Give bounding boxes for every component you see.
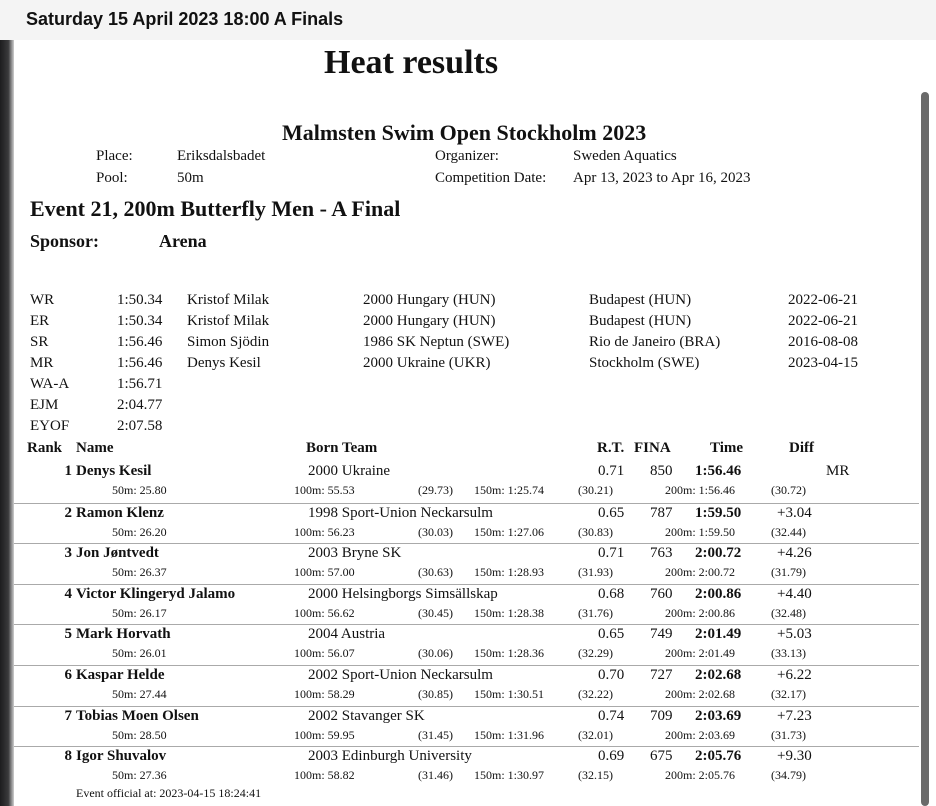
- result-name: Igor Shuvalov: [76, 748, 167, 765]
- lap-100m: (29.73): [418, 483, 453, 497]
- lap-200m: (33.13): [771, 646, 806, 661]
- result-row: [14, 462, 919, 503]
- result-row: [14, 543, 919, 585]
- record-code: SR: [30, 334, 49, 350]
- lap-200m: (31.73): [771, 727, 806, 742]
- split-100m: 100m: 58.82: [294, 768, 355, 783]
- place-value: Eriksdalsbadet: [177, 148, 266, 164]
- result-born-team: 2002 Stavanger SK: [308, 707, 425, 724]
- result-rank: 1: [64, 463, 72, 479]
- result-reaction-time: 0.74: [598, 707, 625, 724]
- record-holder: Denys Kesil: [187, 355, 261, 371]
- record-holder: Kristof Milak: [187, 292, 270, 308]
- result-rank: 3: [64, 545, 72, 562]
- result-reaction-time: 0.68: [598, 585, 625, 602]
- result-time: 2:00.72: [695, 545, 742, 562]
- header-diff: Diff: [789, 440, 814, 456]
- result-name: Jon Jøntvedt: [76, 545, 159, 562]
- split-200m: 200m: 1:59.50: [665, 524, 736, 539]
- result-time: 2:02.68: [695, 667, 742, 683]
- lap-100m: (30.06): [418, 646, 453, 661]
- lap-150m: (30.83): [578, 524, 613, 539]
- result-born-team: 2002 Sport-Union Neckarsulm: [308, 667, 493, 683]
- record-team: 1986 SK Neptun (SWE): [363, 334, 510, 350]
- organizer-label: Organizer:: [435, 148, 499, 164]
- pool-label: Pool:: [96, 170, 128, 186]
- record-team: 2000 Hungary (HUN): [363, 292, 496, 308]
- record-date: 2022-06-21: [788, 292, 858, 308]
- split-150m: 150m: 1:30.51: [474, 687, 545, 701]
- lap-100m: (30.63): [418, 565, 453, 580]
- split-50m: 50m: 27.44: [112, 687, 167, 701]
- header-time: Time: [710, 440, 744, 456]
- split-150m: 150m: 1:25.74: [474, 483, 545, 497]
- header-rank: Rank: [27, 440, 63, 456]
- result-diff: +6.22: [777, 667, 812, 683]
- result-row: [14, 746, 919, 788]
- result-row: [14, 624, 919, 666]
- record-time: 2:07.58: [117, 418, 163, 434]
- result-diff: +7.23: [777, 707, 812, 724]
- record-time: 1:56.71: [117, 376, 163, 392]
- split-50m: 50m: 26.17: [112, 605, 167, 620]
- record-time: 1:56.46: [117, 355, 163, 371]
- split-100m: 100m: 57.00: [294, 565, 355, 580]
- result-row: [14, 584, 919, 626]
- lap-150m: (31.76): [578, 605, 613, 620]
- competition-title: Malmsten Swim Open Stockholm 2023: [282, 120, 647, 145]
- record-code: ER: [30, 313, 50, 329]
- record-holder: Kristof Milak: [187, 313, 270, 329]
- event-official-time: Event official at: 2023-04-15 18:24:41: [76, 786, 262, 800]
- result-reaction-time: 0.69: [598, 748, 625, 765]
- result-name: Ramon Klenz: [76, 504, 164, 521]
- result-time: 2:05.76: [695, 748, 742, 765]
- result-fina-points: 675: [650, 748, 673, 765]
- record-date: 2022-06-21: [788, 313, 858, 329]
- sponsor-value: Arena: [159, 231, 207, 251]
- result-fina-points: 749: [650, 626, 673, 643]
- split-50m: 50m: 26.20: [112, 524, 167, 539]
- vertical-scrollbar[interactable]: [921, 92, 929, 806]
- split-150m: 150m: 1:30.97: [474, 768, 545, 783]
- header-fina: FINA: [634, 440, 671, 456]
- split-200m: 200m: 2:01.49: [665, 646, 736, 661]
- record-time: 1:50.34: [117, 313, 163, 329]
- split-150m: 150m: 1:27.06: [474, 524, 545, 539]
- header-name: Name: [76, 440, 114, 456]
- lap-100m: (31.45): [418, 727, 453, 742]
- lap-150m: (32.29): [578, 646, 613, 661]
- result-record: MR: [826, 463, 850, 479]
- event-title: Event 21, 200m Butterfly Men - A Final: [30, 196, 401, 221]
- split-150m: 150m: 1:28.38: [474, 605, 545, 620]
- result-reaction-time: 0.65: [598, 504, 625, 521]
- record-team: 2000 Hungary (HUN): [363, 313, 496, 329]
- split-200m: 200m: 2:00.86: [665, 605, 736, 620]
- split-100m: 100m: 59.95: [294, 727, 355, 742]
- result-time: 2:03.69: [695, 707, 742, 724]
- result-rank: 8: [64, 748, 72, 765]
- lap-100m: (30.85): [418, 687, 453, 701]
- split-100m: 100m: 55.53: [294, 483, 355, 497]
- result-born-team: 2003 Bryne SK: [308, 545, 402, 562]
- result-time: 1:59.50: [695, 504, 742, 521]
- result-rank: 2: [64, 504, 72, 521]
- sponsor-label: Sponsor:: [30, 231, 100, 251]
- result-rank: 4: [64, 585, 72, 602]
- result-name: Mark Horvath: [76, 626, 171, 643]
- result-born-team: 2000 Ukraine: [308, 463, 391, 479]
- split-100m: 100m: 56.07: [294, 646, 355, 661]
- pool-value: 50m: [177, 170, 204, 186]
- record-code: WR: [30, 292, 55, 308]
- record-date: 2016-08-08: [788, 334, 858, 350]
- session-title: Saturday 15 April 2023 18:00 A Finals: [26, 9, 344, 29]
- split-200m: 200m: 2:00.72: [665, 565, 736, 580]
- lap-100m: (31.46): [418, 768, 453, 783]
- lap-200m: (30.72): [771, 483, 806, 497]
- split-200m: 200m: 2:02.68: [665, 687, 736, 701]
- lap-200m: (32.17): [771, 687, 806, 701]
- split-100m: 100m: 58.29: [294, 687, 355, 701]
- result-rank: 7: [64, 707, 72, 724]
- result-fina-points: 763: [650, 545, 673, 562]
- result-name: Tobias Moen Olsen: [76, 707, 199, 724]
- result-fina-points: 760: [650, 585, 673, 602]
- record-time: 2:04.77: [117, 397, 163, 413]
- result-reaction-time: 0.65: [598, 626, 625, 643]
- result-reaction-time: 0.71: [598, 463, 625, 479]
- split-100m: 100m: 56.23: [294, 524, 355, 539]
- split-200m: 200m: 2:03.69: [665, 727, 736, 742]
- result-fina-points: 709: [650, 707, 673, 724]
- result-row: [14, 706, 919, 748]
- record-place: Budapest (HUN): [589, 313, 692, 329]
- record-place: Rio de Janeiro (BRA): [589, 334, 721, 350]
- lap-150m: (30.21): [578, 483, 613, 497]
- record-code: EJM: [30, 397, 59, 413]
- record-date: 2023-04-15: [788, 355, 858, 371]
- split-50m: 50m: 26.01: [112, 646, 167, 661]
- record-time: 1:50.34: [117, 292, 163, 308]
- result-born-team: 2003 Edinburgh University: [308, 748, 472, 765]
- split-150m: 150m: 1:28.36: [474, 646, 545, 661]
- split-50m: 50m: 25.80: [112, 483, 167, 497]
- result-name: Victor Klingeryd Jalamo: [76, 585, 236, 602]
- lap-200m: (32.48): [771, 605, 806, 620]
- result-time: 2:00.86: [695, 585, 742, 602]
- split-150m: 150m: 1:31.96: [474, 727, 545, 742]
- split-50m: 50m: 27.36: [112, 768, 167, 783]
- lap-200m: (32.44): [771, 524, 806, 539]
- result-fina-points: 787: [650, 504, 673, 521]
- record-code: WA-A: [30, 376, 70, 392]
- split-200m: 200m: 1:56.46: [665, 483, 736, 497]
- lap-150m: (31.93): [578, 565, 613, 580]
- result-row: [14, 503, 919, 545]
- result-rank: 5: [64, 626, 72, 643]
- split-100m: 100m: 56.62: [294, 605, 355, 620]
- record-team: 2000 Ukraine (UKR): [363, 355, 491, 371]
- lap-150m: (32.01): [578, 727, 613, 742]
- result-time: 2:01.49: [695, 626, 742, 643]
- organizer-value: Sweden Aquatics: [573, 148, 677, 164]
- result-name: Denys Kesil: [76, 463, 152, 479]
- result-time: 1:56.46: [695, 463, 742, 479]
- split-50m: 50m: 28.50: [112, 727, 167, 742]
- lap-200m: (31.79): [771, 565, 806, 580]
- result-born-team: 1998 Sport-Union Neckarsulm: [308, 504, 493, 521]
- result-diff: +5.03: [777, 626, 812, 643]
- top-bar: [0, 0, 936, 40]
- window-edge: [0, 40, 14, 806]
- record-time: 1:56.46: [117, 334, 163, 350]
- record-code: MR: [30, 355, 54, 371]
- lap-150m: (32.22): [578, 687, 613, 701]
- record-place: Budapest (HUN): [589, 292, 692, 308]
- result-rank: 6: [64, 667, 72, 683]
- result-fina-points: 850: [650, 463, 673, 479]
- result-diff: +3.04: [777, 504, 812, 521]
- result-diff: +4.40: [777, 585, 812, 602]
- record-code: EYOF: [30, 418, 70, 434]
- document-page: [14, 40, 919, 806]
- result-reaction-time: 0.70: [598, 667, 625, 683]
- place-label: Place:: [96, 148, 133, 164]
- result-born-team: 2000 Helsingborgs Simsällskap: [308, 585, 498, 602]
- split-150m: 150m: 1:28.93: [474, 565, 545, 580]
- result-name: Kaspar Helde: [76, 667, 165, 683]
- split-50m: 50m: 26.37: [112, 565, 167, 580]
- record-holder: Simon Sjödin: [187, 334, 270, 350]
- result-row: [14, 665, 919, 707]
- split-200m: 200m: 2:05.76: [665, 768, 736, 783]
- result-diff: +4.26: [777, 545, 812, 562]
- header-born-team: Born Team: [306, 440, 378, 456]
- record-place: Stockholm (SWE): [589, 355, 700, 371]
- result-fina-points: 727: [650, 667, 673, 683]
- result-diff: +9.30: [777, 748, 812, 765]
- lap-100m: (30.45): [418, 605, 453, 620]
- lap-200m: (34.79): [771, 768, 806, 783]
- competition-date-label: Competition Date:: [435, 170, 547, 186]
- result-born-team: 2004 Austria: [308, 626, 386, 643]
- lap-150m: (32.15): [578, 768, 613, 783]
- lap-100m: (30.03): [418, 524, 453, 539]
- header-rt: R.T.: [597, 440, 625, 456]
- result-reaction-time: 0.71: [598, 545, 625, 562]
- page-heading: Heat results: [324, 44, 499, 81]
- competition-date-value: Apr 13, 2023 to Apr 16, 2023: [573, 170, 751, 186]
